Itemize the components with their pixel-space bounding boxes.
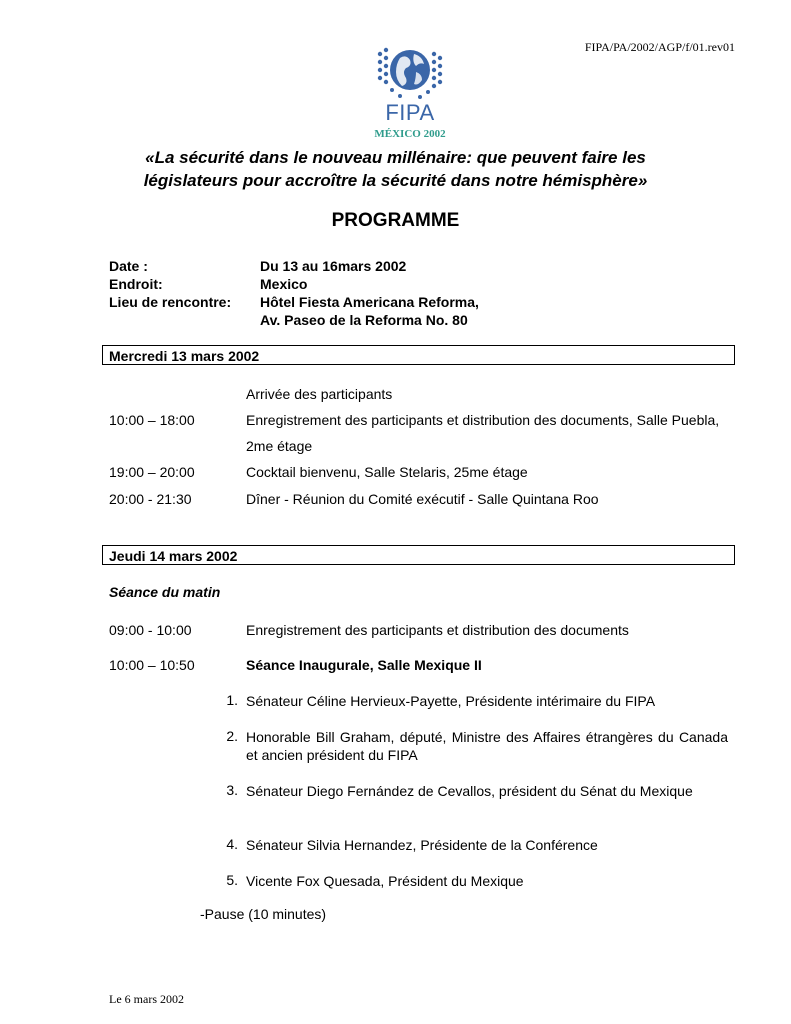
footer-date: Le 6 mars 2002: [109, 992, 184, 1006]
day-header-thursday: [102, 545, 735, 565]
info-value-place: Mexico: [260, 276, 308, 292]
speaker-number: 3.: [226, 782, 238, 798]
logo-subtitle: MÉXICO 2002: [374, 128, 446, 140]
schedule-time: 10:00 – 18:00: [109, 412, 195, 428]
title-line-2: législateurs pour accroître la sécurité dans notre hémisphère»: [143, 171, 648, 190]
info-value-venue: Hôtel Fiesta Americana Reforma,: [260, 294, 479, 310]
globe-icon: [370, 42, 450, 104]
pause-note: -Pause (10 minutes): [200, 906, 327, 922]
schedule-time: 09:00 - 10:00: [109, 622, 192, 638]
schedule-time: 19:00 – 20:00: [109, 464, 195, 480]
speaker-item: Vicente Fox Quesada, Président du Mexique: [246, 873, 524, 889]
info-value-venue-address: Av. Paseo de la Reforma No. 80: [260, 312, 468, 328]
schedule-desc: Arrivée des participants: [246, 386, 393, 402]
speaker-number: 5.: [226, 872, 238, 888]
info-label-place: Endroit:: [109, 276, 163, 292]
schedule-desc: Enregistrement des participants et distribution des documents, Salle Puebla, 2me étage: [246, 412, 720, 454]
speaker-number: 1.: [226, 692, 238, 708]
info-label-date: Date :: [109, 258, 148, 274]
speaker-number: 4.: [226, 836, 238, 852]
title-line-1: «La sécurité dans le nouveau millénaire: que peuvent faire les: [145, 148, 646, 167]
schedule-desc: Enregistrement des participants et distribution des documents: [246, 622, 629, 638]
speaker-item: Honorable Bill Graham, député, Ministre des Affaires étrangères du Canada et ancien président du FIPA: [246, 729, 728, 763]
info-value-date: Du 13 au 16mars 2002: [260, 258, 407, 274]
programme-heading: PROGRAMME: [331, 210, 460, 231]
speaker-item: Sénateur Silvia Hernandez, Présidente de la Conférence: [246, 837, 598, 853]
speaker-item: Sénateur Céline Hervieux-Payette, Présidente intérimaire du FIPA: [246, 693, 656, 709]
info-label-venue: Lieu de rencontre:: [109, 294, 232, 310]
speaker-number: 2.: [226, 728, 238, 744]
day-header-wednesday: [102, 345, 735, 365]
schedule-time: 10:00 – 10:50: [109, 657, 195, 673]
day-label: Jeudi 14 mars 2002: [109, 548, 238, 564]
logo-name: FIPA: [385, 100, 435, 125]
speaker-item: Sénateur Diego Fernández de Cevallos, président du Sénat du Mexique: [246, 783, 693, 799]
session-title: Séance du matin: [109, 584, 221, 600]
schedule-desc-inaugural: Séance Inaugurale, Salle Mexique II: [246, 657, 482, 673]
schedule-desc: Cocktail bienvenu, Salle Stelaris, 25me étage: [246, 464, 528, 480]
schedule-time: 20:00 - 21:30: [109, 491, 192, 507]
document-reference: FIPA/PA/2002/AGP/f/01.rev01: [584, 40, 735, 54]
schedule-desc: Dîner - Réunion du Comité exécutif - Salle Quintana Roo: [246, 491, 599, 507]
day-label: Mercredi 13 mars 2002: [109, 348, 260, 364]
